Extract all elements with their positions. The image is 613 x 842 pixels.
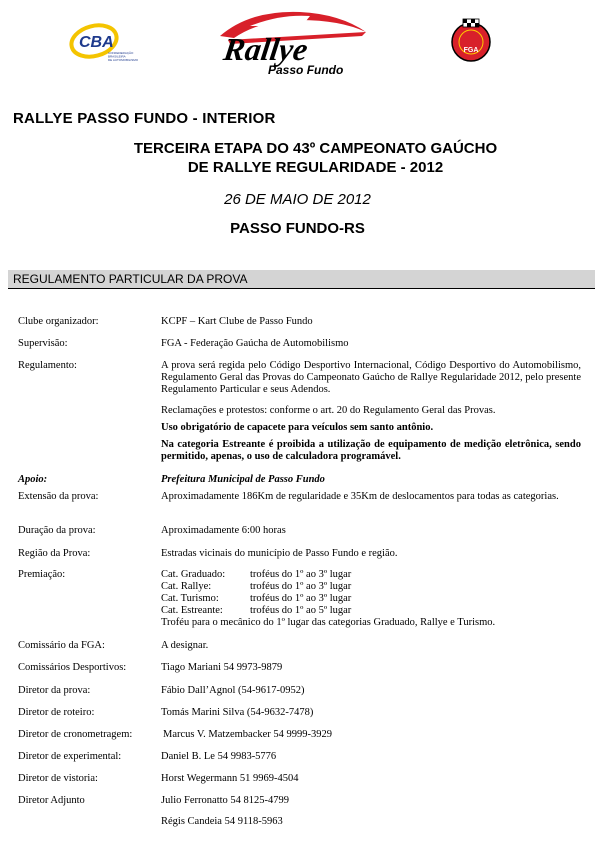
row-label-comissarios-desportivos: Comissários Desportivos: xyxy=(18,662,127,673)
prize-value: troféus do 1º ao 5º lugar xyxy=(250,605,352,616)
row-label-apoio: Apoio: xyxy=(18,474,48,485)
prize-row xyxy=(161,593,351,604)
row-label-regulamento: Regulamento: xyxy=(18,360,77,371)
prize-row xyxy=(161,605,351,616)
row-label-extensao: Extensão da prova: xyxy=(18,491,99,502)
prize-value: troféus do 1º ao 3º lugar xyxy=(250,569,352,580)
row-label-diretor-prova: Diretor da prova: xyxy=(18,685,91,696)
svg-text:CBA: CBA xyxy=(79,34,114,51)
row-label-duracao: Duração da prova: xyxy=(18,525,96,536)
row-value-regulamento-p3: Uso obrigatório de capacete para veículos sem santo antônio. xyxy=(161,422,434,433)
svg-text:BRASILEIRA: BRASILEIRA xyxy=(108,54,126,59)
row-value-apoio: Prefeitura Municipal de Passo Fundo xyxy=(161,474,325,485)
prize-category: Cat. Estreante: xyxy=(161,605,223,616)
row-value-diretor-cronometragem: Marcus V. Matzembacker 54 9999-3929 xyxy=(163,729,333,740)
row-label-regiao: Região da Prova: xyxy=(18,548,91,559)
event-name: RALLYE PASSO FUNDO - INTERIOR xyxy=(13,110,276,127)
svg-text:Passo Fundo: Passo Fundo xyxy=(268,63,344,77)
svg-text:FGA: FGA xyxy=(463,47,479,54)
row-value-supervisao: FGA - Federação Gaúcha de Automobilismo xyxy=(161,338,349,349)
row-value-extensao: Aproximadamente 186Km de regularidade e 35Km de deslocamentos para todas as categorias. xyxy=(161,491,559,502)
row-label-diretor-roteiro: Diretor de roteiro: xyxy=(18,707,95,718)
prize-category: Cat. Graduado: xyxy=(161,569,226,580)
prize-row xyxy=(161,569,351,580)
svg-text:CONFEDERAÇÃO: CONFEDERAÇÃO xyxy=(108,51,134,55)
cba-logo xyxy=(70,20,139,62)
prize-category: Cat. Turismo: xyxy=(161,593,219,604)
row-label-supervisao: Supervisão: xyxy=(18,338,68,349)
row-value-diretor-adjunto-2: Régis Candeia 54 9118-5963 xyxy=(161,816,283,827)
row-value-comissarios-desportivos: Tiago Mariani 54 9973-9879 xyxy=(161,662,283,673)
row-value-regulamento-p4: Na categoria Estreante é proibida a utilização de equipamento de medição eletrônica, sendo permitido, apenas, o uso de calculadora programável. xyxy=(161,439,581,462)
event-city: PASSO FUNDO-RS xyxy=(230,220,365,237)
fga-logo xyxy=(449,16,493,64)
row-value-clube: KCPF – Kart Clube de Passo Fundo xyxy=(161,316,313,327)
logo-strip xyxy=(0,0,595,90)
row-value-diretor-adjunto: Julio Ferronatto 54 8125-4799 xyxy=(161,795,290,806)
svg-text:DE AUTOMOBILISMO: DE AUTOMOBILISMO xyxy=(108,58,139,62)
championship-title-line2: DE RALLYE REGULARIDADE - 2012 xyxy=(187,159,444,176)
section-header xyxy=(8,270,595,289)
row-value-diretor-experimental: Daniel B. Le 54 9983-5776 xyxy=(161,751,277,762)
prize-row xyxy=(161,581,351,592)
prize-value: troféus do 1º ao 3º lugar xyxy=(250,581,352,592)
row-value-duracao: Aproximadamente 6:00 horas xyxy=(161,525,286,536)
row-label-diretor-cronometragem: Diretor de cronometragem: xyxy=(18,729,133,740)
row-value-diretor-roteiro: Tomás Marini Silva (54-9632-7478) xyxy=(161,707,314,718)
prize-note: Troféu para o mecânico do 1º lugar das categorias Graduado, Rallye e Turismo. xyxy=(161,617,496,628)
prize-value: troféus do 1º ao 3º lugar xyxy=(250,593,352,604)
event-date: 26 DE MAIO DE 2012 xyxy=(224,191,371,208)
championship-title-line1: TERCEIRA ETAPA DO 43º CAMPEONATO GAÚCHO xyxy=(133,140,498,157)
prize-category: Cat. Rallye: xyxy=(161,581,212,592)
row-value-comissario-fga: A designar. xyxy=(161,640,209,651)
row-label-diretor-vistoria: Diretor de vistoria: xyxy=(18,773,98,784)
row-label-diretor-adjunto: Diretor Adjunto xyxy=(18,795,85,806)
rallye-passo-fundo-logo xyxy=(190,6,390,80)
row-label-diretor-experimental: Diretor de experimental: xyxy=(18,751,122,762)
svg-text:Rallye: Rallye xyxy=(221,31,310,67)
row-label-clube: Clube organizador: xyxy=(18,316,99,327)
row-value-regulamento-p1: A prova será regida pelo Código Desportivo Internacional, Código Desportivo do Automobilismo, Regulamento Geral das Provas do Campeonato Gaúcho de Rallye Regularidade 2012, pelo presente Regulamento Particular e seus Adendos. xyxy=(161,360,581,395)
row-value-regiao: Estradas vicinais do município de Passo Fundo e região. xyxy=(161,548,398,559)
section-title: REGULAMENTO PARTICULAR DA PROVA xyxy=(13,272,248,286)
row-value-diretor-vistoria: Horst Wegermann 51 9969-4504 xyxy=(161,773,299,784)
row-label-comissario-fga: Comissário da FGA: xyxy=(18,640,105,651)
row-value-regulamento-p2: Reclamações e protestos: conforme o art. 20 do Regulamento Geral das Provas. xyxy=(161,405,496,416)
row-label-premiacao: Premiação: xyxy=(18,569,66,580)
row-value-diretor-prova: Fábio Dall’Agnol (54-9617-0952) xyxy=(161,685,305,696)
